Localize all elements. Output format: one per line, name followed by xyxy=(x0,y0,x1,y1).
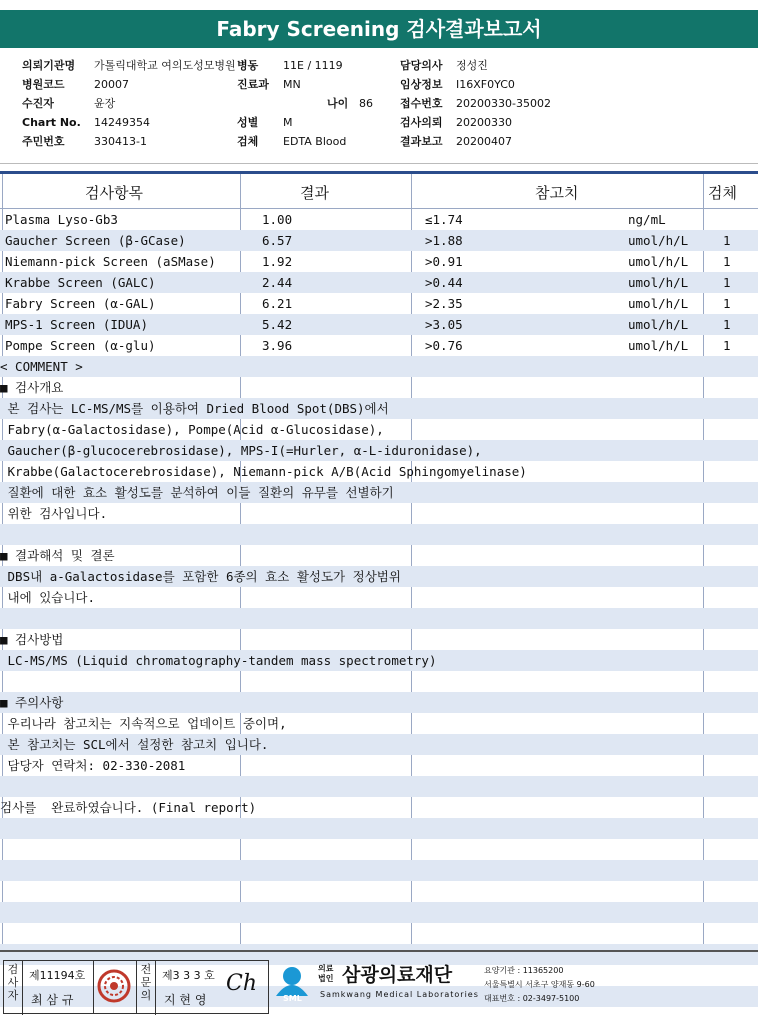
comment-line: 위한 검사입니다. xyxy=(0,506,108,521)
field-value: 윤장 xyxy=(94,97,116,110)
header-item: 검사항목 xyxy=(85,184,143,202)
field-label: 임상정보 xyxy=(400,78,443,91)
comment-line xyxy=(0,881,758,902)
physician-signature: Ch xyxy=(226,971,258,996)
header-field xyxy=(400,132,512,151)
field-label: 성별 xyxy=(237,116,259,129)
comment-line: 질환에 대한 효소 활성도를 분석하여 이들 질환의 유무를 선별하기 xyxy=(0,482,758,503)
header-field xyxy=(237,113,293,132)
logo-text: SML xyxy=(283,994,302,1003)
header-field xyxy=(22,132,147,151)
field-label: 진료과 xyxy=(237,78,269,91)
field-value: 20200330 xyxy=(456,116,512,129)
org-name: 삼광의료재단 xyxy=(342,964,453,986)
cell-result: 1.00 xyxy=(262,212,293,227)
field-label: Chart No. xyxy=(22,116,81,129)
cell-unit: umol/h/L xyxy=(628,317,689,332)
comment-line: 본 검사는 LC-MS/MS를 이용하여 Dried Blood Spot(DBS)에서 xyxy=(0,398,758,419)
tester-role: 검 사 자 xyxy=(4,961,23,1015)
tester-license: 제11194호 xyxy=(29,969,86,982)
comment-line: 담당자 연락처: 02-330-2081 xyxy=(0,758,186,773)
table-row xyxy=(0,335,758,356)
comment-line: ■ 검사개요 xyxy=(0,380,64,395)
physician-info xyxy=(156,961,226,1013)
table-header xyxy=(0,174,758,209)
tester-seal xyxy=(94,961,137,1013)
report-footer xyxy=(0,950,758,1022)
physician-name: 지 현 영 xyxy=(164,993,207,1007)
header-specimen: 검체 xyxy=(708,184,737,202)
field-value: 20200330-35002 xyxy=(456,97,551,110)
table-row xyxy=(0,209,758,230)
header-field xyxy=(22,56,236,75)
cell-unit: umol/h/L xyxy=(628,233,689,248)
signature-box xyxy=(3,960,269,1014)
cell-specimen: 1 xyxy=(723,233,731,248)
comment-line xyxy=(0,902,758,923)
comment-line: 내에 있습니다. xyxy=(0,590,96,605)
tester-name: 최 삼 규 xyxy=(31,993,74,1007)
cell-ref: >3.05 xyxy=(425,317,463,332)
header-field xyxy=(400,75,515,94)
header-field xyxy=(237,132,346,151)
comment-line xyxy=(0,776,758,797)
cell-item: Plasma Lyso-Gb3 xyxy=(5,212,118,227)
header-field xyxy=(237,56,343,75)
cell-item: Gaucher Screen (β-GCase) xyxy=(5,233,186,248)
comment-line: Fabry(α-Galactosidase), Pompe(Acid α-Glucosidase), xyxy=(0,422,384,437)
comment-line: 우리나라 참고치는 지속적으로 업데이트 중이며, xyxy=(0,716,287,731)
table-row xyxy=(0,251,758,272)
cell-unit: umol/h/L xyxy=(628,296,689,311)
comment-line: ■ 주의사항 xyxy=(0,692,758,713)
cell-result: 3.96 xyxy=(262,338,293,353)
cell-item: MPS-1 Screen (IDUA) xyxy=(5,317,148,332)
physician-license: 제3 3 3 호 xyxy=(162,969,215,982)
field-value: 20007 xyxy=(94,78,129,91)
table-row xyxy=(0,293,758,314)
field-value: 330413-1 xyxy=(94,135,147,148)
field-label: 검사의뢰 xyxy=(400,116,443,129)
field-value: M xyxy=(283,116,293,129)
comment-line xyxy=(0,524,758,545)
field-label: 주민번호 xyxy=(22,135,65,148)
cell-result: 1.92 xyxy=(262,254,293,269)
field-label: 수진자 xyxy=(22,97,54,110)
comment-line xyxy=(0,860,758,881)
header-divider xyxy=(0,163,758,164)
org-contact: 요양기관 : 11365200 서울특별시 서초구 양재동 9-60 대표번호 : 02-3497-5100 xyxy=(484,966,595,1003)
cell-specimen: 1 xyxy=(723,254,731,269)
cell-specimen: 1 xyxy=(723,296,731,311)
field-value: 20200407 xyxy=(456,135,512,148)
field-label: 담당의사 xyxy=(400,59,443,72)
cell-result: 5.42 xyxy=(262,317,293,332)
field-value: EDTA Blood xyxy=(283,135,347,148)
header-result: 결과 xyxy=(300,184,329,202)
cell-ref: >0.44 xyxy=(425,275,463,290)
comment-line xyxy=(0,608,758,629)
header-field xyxy=(22,75,129,94)
comment-line: DBS내 a-Galactosidase를 포함한 6종의 효소 활성도가 정상범위 xyxy=(0,566,758,587)
cell-specimen: 1 xyxy=(723,338,731,353)
field-value: 가톨릭대학교 여의도성모병원 xyxy=(94,59,236,72)
cell-result: 2.44 xyxy=(262,275,293,290)
cell-unit: ng/mL xyxy=(628,212,666,227)
org-name-en: Samkwang Medical Laboratories xyxy=(320,990,479,999)
report-title: Fabry Screening 검사결과보고서 xyxy=(0,10,758,48)
header-field xyxy=(22,113,150,132)
comment-line xyxy=(0,923,758,944)
field-label: 병원코드 xyxy=(22,78,65,91)
header-field xyxy=(400,56,488,75)
cell-item: Krabbe Screen (GALC) xyxy=(5,275,156,290)
field-value: 14249354 xyxy=(94,116,150,129)
header-field xyxy=(400,94,551,113)
field-value: 86 xyxy=(359,97,373,110)
cell-ref: ≤1.74 xyxy=(425,212,463,227)
field-label: 결과보고 xyxy=(400,135,443,148)
comment-line: LC-MS/MS (Liquid chromatography-tandem mass spectrometry) xyxy=(0,650,758,671)
field-value: 11E / 1119 xyxy=(283,59,343,72)
comment-line xyxy=(0,818,758,839)
org-logo xyxy=(272,960,752,1014)
age-field xyxy=(327,94,373,113)
comment-line: 검사를 완료하였습니다. (Final report) xyxy=(0,800,257,815)
header-field xyxy=(400,113,512,132)
field-label: 나이 xyxy=(327,97,349,110)
org-type: 의료 법인 xyxy=(318,964,334,983)
header-reference: 참고치 xyxy=(535,184,579,202)
header-field xyxy=(237,75,301,94)
comment-line xyxy=(0,839,758,860)
cell-result: 6.57 xyxy=(262,233,293,248)
cell-specimen: 1 xyxy=(723,317,731,332)
comment-line: Gaucher(β-glucocerebrosidase), MPS-I(=Hurler, α-L-iduronidase), xyxy=(0,440,758,461)
results-table xyxy=(0,171,758,946)
header-field xyxy=(22,94,115,113)
comment-line: 본 참고치는 SCL에서 설정한 참고치 입니다. xyxy=(0,734,758,755)
field-value: MN xyxy=(283,78,301,91)
field-value: I16XF0YC0 xyxy=(456,78,515,91)
field-label: 접수번호 xyxy=(400,97,443,110)
cell-ref: >0.91 xyxy=(425,254,463,269)
comment-line: ■ 검사방법 xyxy=(0,632,64,647)
cell-unit: umol/h/L xyxy=(628,254,689,269)
table-row xyxy=(0,314,758,335)
comment-line: Krabbe(Galactocerebrosidase), Niemann-pick A/B(Acid Sphingomyelinase) xyxy=(0,464,527,479)
cell-result: 6.21 xyxy=(262,296,293,311)
tester-info xyxy=(23,961,94,1013)
field-label: 의뢰기관명 xyxy=(22,59,76,72)
cell-ref: >1.88 xyxy=(425,233,463,248)
cell-specimen: 1 xyxy=(723,275,731,290)
cell-ref: >0.76 xyxy=(425,338,463,353)
table-row xyxy=(0,230,758,251)
cell-item: Niemann-pick Screen (aSMase) xyxy=(5,254,216,269)
comment-line: < COMMENT > xyxy=(0,356,758,377)
table-body xyxy=(0,209,758,1007)
physician-role: 전 문 의 xyxy=(137,961,156,1015)
field-value: 정성진 xyxy=(456,59,488,72)
comment-line xyxy=(0,671,758,692)
cell-ref: >2.35 xyxy=(425,296,463,311)
comment-line: ■ 결과해석 및 결론 xyxy=(0,548,115,563)
cell-unit: umol/h/L xyxy=(628,338,689,353)
table-row xyxy=(0,272,758,293)
cell-unit: umol/h/L xyxy=(628,275,689,290)
field-label: 검체 xyxy=(237,135,259,148)
cell-item: Pompe Screen (α-glu) xyxy=(5,338,156,353)
field-label: 병동 xyxy=(237,59,259,72)
cell-item: Fabry Screen (α-GAL) xyxy=(5,296,156,311)
